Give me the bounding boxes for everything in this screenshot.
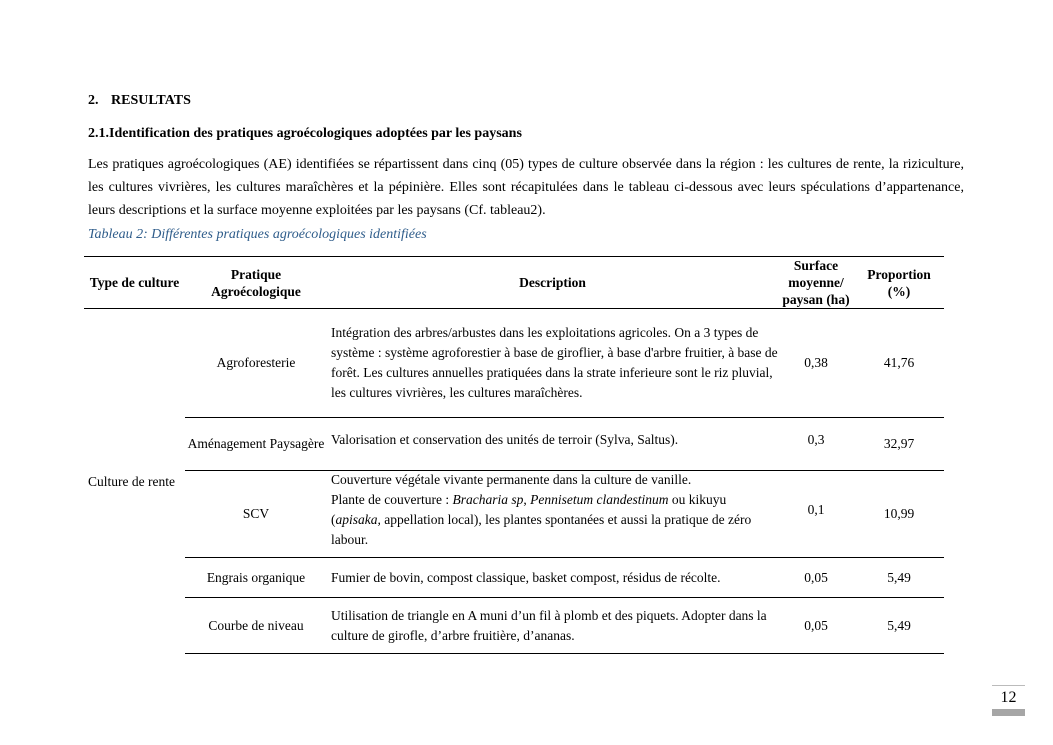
description-cell xyxy=(327,418,778,471)
pratique-cell: Agroforesterie xyxy=(185,309,327,418)
pratique-cell: Courbe de niveau xyxy=(185,598,327,654)
subsection-heading: 2.1.Identification des pratiques agroécologiques adoptées par les paysans xyxy=(88,126,522,141)
surface-cell xyxy=(778,471,854,558)
proportion-cell: 41,76 xyxy=(854,309,944,418)
proportion-cell: 5,49 xyxy=(854,598,944,654)
description-separator: , xyxy=(523,492,531,507)
pratique-cell: SCV xyxy=(185,471,327,558)
table-row xyxy=(84,558,944,598)
header-type-culture: Type de culture xyxy=(84,257,185,309)
header-pratique: Pratique Agroécologique xyxy=(185,257,327,309)
description-cell xyxy=(327,471,778,558)
proportion-cell: 10,99 xyxy=(854,471,944,558)
table-row xyxy=(84,309,944,418)
description-cell: Utilisation de triangle en A muni d’un fil à plomb et des piquets. Adopter dans la culture de girofle, d’arbre fruitière, d’ananas. xyxy=(327,598,778,654)
surface-value: 0,1 xyxy=(807,502,825,517)
species-name: Bracharia sp xyxy=(452,492,524,507)
description-cell: Intégration des arbres/arbustes dans les exploitations agricoles. On a 3 types de système : système agroforestier à base de giroflier, à base d'arbre fruitier, à base de forêt. Les cultures annuelles pratiquées dans la strate inferieure sont le riz pluvial, les cultures vivrières, les cultures maraîchères. xyxy=(327,309,778,418)
table-caption: Tableau 2: Différentes pratiques agroécologiques identifiées xyxy=(88,227,427,242)
page-number: 12 xyxy=(1000,689,1017,706)
description-cell: Fumier de bovin, compost classique, basket compost, résidus de récolte. xyxy=(327,558,778,598)
description-lead: Plante de couverture : xyxy=(331,492,453,507)
description-text xyxy=(331,470,778,550)
header-surface: Surface moyenne/ paysan (ha) xyxy=(778,257,854,309)
description-text: Valorisation et conservation des unités de terroir (Sylva, Saltus). xyxy=(331,432,679,447)
section-title: RESULTATS xyxy=(111,93,191,108)
description-line-1: Couverture végétale vivante permanente dans la culture de vanille. xyxy=(331,472,692,487)
table-row xyxy=(84,598,944,654)
surface-value: 0,3 xyxy=(807,432,825,447)
header-proportion: Proportion (%) xyxy=(854,257,944,309)
species-name: Pennisetum clandestinum xyxy=(530,492,669,507)
table-row xyxy=(84,418,944,471)
table-header-row xyxy=(84,257,944,309)
section-heading xyxy=(88,93,191,109)
surface-cell xyxy=(778,418,854,471)
proportion-cell: 5,49 xyxy=(854,558,944,598)
proportion-cell: 32,97 xyxy=(854,418,944,471)
type-culture-cell: Culture de rente xyxy=(88,473,175,489)
table-row xyxy=(84,471,944,558)
description-mid: ou kikuyu ( xyxy=(331,492,727,527)
local-name: apisaka, xyxy=(335,512,381,527)
description-tail: appellation local), les plantes spontanées et aussi la pratique de zéro labour. xyxy=(331,512,752,547)
body-paragraph: Les pratiques agroécologiques (AE) identifiées se répartissent dans cinq (05) types de culture observée dans la région : les cultures de rente, la riziculture, les cultures vivrières, les cultures maraîchères et la pépinière. Elles sont récapitulées dans le tableau ci-dessous avec leurs spéculations d’appartenance, leurs descriptions et la surface moyenne exploitées par les paysans (Cf. tableau2). xyxy=(88,157,964,218)
practices-table xyxy=(84,256,944,654)
surface-cell: 0,05 xyxy=(778,598,854,654)
page-number-bar xyxy=(992,709,1025,716)
surface-cell: 0,38 xyxy=(778,309,854,418)
section-number: 2. xyxy=(88,93,99,108)
surface-cell: 0,05 xyxy=(778,558,854,598)
header-description: Description xyxy=(327,257,778,309)
page-number-box xyxy=(992,685,1025,716)
pratique-cell: Engrais organique xyxy=(185,558,327,598)
pratique-cell: Aménagement Paysagère xyxy=(185,418,327,471)
